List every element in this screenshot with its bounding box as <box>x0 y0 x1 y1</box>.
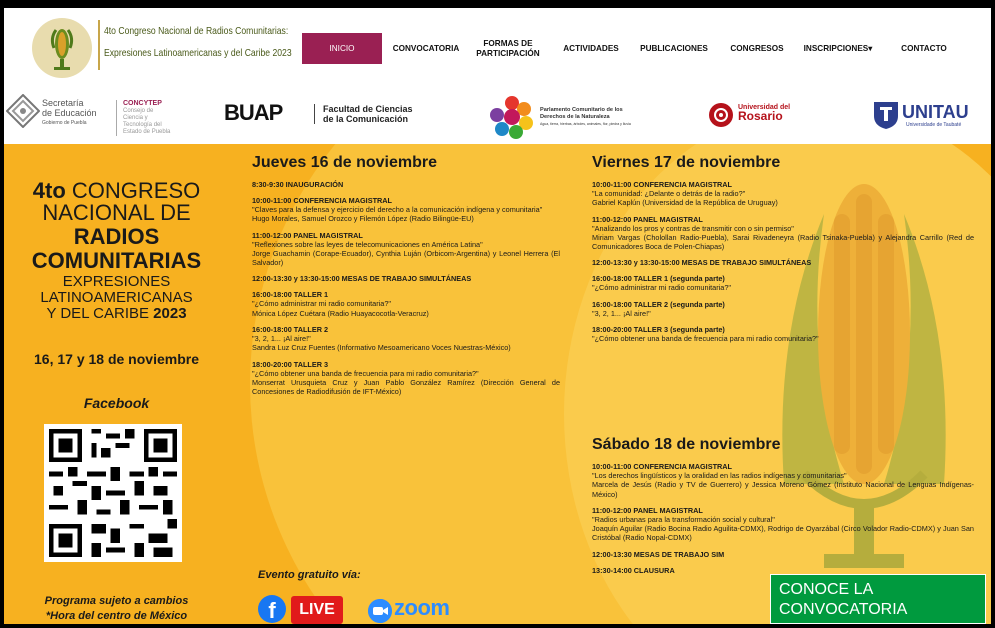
subtitle-line3 <box>4 306 229 322</box>
saturday-program <box>592 436 974 582</box>
nav-formas-participacion[interactable]: FORMAS DE PARTICIPACIÓN <box>476 39 540 58</box>
disclaimer-line1: Programa sujeto a cambios <box>44 595 189 607</box>
nav-actividades[interactable]: ACTIVIDADES <box>563 44 619 53</box>
partner-logos <box>4 90 991 144</box>
zoom-logo[interactable]: zoom <box>394 595 450 620</box>
program-item-detail: "¿Cómo administrar mi radio comunitaria?" <box>592 283 732 293</box>
program-item <box>592 325 974 343</box>
program-item-time: 8:30-9:30 INAUGURACIÓN <box>252 180 344 189</box>
program-item-time: 10:00-11:00 CONFERENCIA MAGISTRAL <box>592 462 733 471</box>
evento-gratuito-label: Evento gratuito vía: <box>258 569 361 581</box>
buap-faculty-line1: Facultad de Ciencias <box>323 104 413 114</box>
title-line1-bold: 4to <box>32 178 66 203</box>
program-item-time: 11:00-12:00 PANEL MAGISTRAL <box>592 214 703 224</box>
program-item-detail: Hugo Morales, Samuel Orozco y Filemón López (Radio Bilingüe-EU) <box>252 214 474 224</box>
program-item-detail: "Analizando los pros y contras de transmitir con o sin permiso" <box>592 223 794 233</box>
program-item <box>592 462 974 499</box>
congress-logo[interactable] <box>32 18 92 78</box>
program-item-detail: Monserrat Urusquieta Cruz y Juan Pablo González Ramírez (Dirección General de Concesiones de Radiodifusión de IFT-México) <box>252 377 560 397</box>
event-dates: 16, 17 y 18 de noviembre <box>34 351 199 367</box>
nav-convocatoria[interactable]: CONVOCATORIA <box>392 44 460 53</box>
sep-line1: Secretaría <box>42 98 84 108</box>
parlamento-text <box>540 107 631 128</box>
program-item <box>252 274 560 283</box>
parlamento-flower-logo-icon <box>488 93 536 141</box>
buap-faculty-line2: de la Comunicación <box>323 114 409 124</box>
program-item-time: 11:00-12:00 PANEL MAGISTRAL <box>252 230 363 240</box>
program-item-time: 12:00-13:30 y 13:30-15:00 MESAS DE TRABAJO SIMULTÁNEAS <box>252 274 472 284</box>
program-item-detail: "¿Cómo obtener una banda de frecuencia para mi radio comunitaria?" <box>592 334 819 344</box>
program-item-detail: "La comunidad: ¿Delante o detrás de la radio?" <box>592 189 746 198</box>
facebook-live-button[interactable]: LIVE <box>291 596 343 624</box>
unitau-name: UNITAU <box>902 102 969 122</box>
web-page <box>4 8 991 624</box>
program-item-detail: "Radios urbanas para la transformación social y cultural" <box>592 514 775 524</box>
program-item-time: 12:00-13:30 MESAS DE TRABAJO SIM <box>592 549 725 559</box>
program-item <box>592 550 974 559</box>
thursday-title: Jueves 16 de noviembre <box>252 154 437 171</box>
logo-title <box>98 20 298 70</box>
program-item-time: 10:00-11:00 CONFERENCIA MAGISTRAL <box>252 196 393 205</box>
program-item <box>252 180 560 189</box>
program-item-time: 10:00-11:00 CONFERENCIA MAGISTRAL <box>592 180 733 189</box>
friday-program <box>592 154 974 350</box>
program-item-detail: "3, 2, 1... ¡Al aire!" <box>592 308 651 318</box>
friday-title: Viernes 17 de noviembre <box>592 154 781 171</box>
program-item-detail: "Claves para la defensa y ejercicio del derecho a la comunicación indígena y comunitaria" <box>252 205 543 214</box>
program-item-time: 16:00-18:00 TALLER 2 <box>252 325 329 335</box>
rosario-line2: Rosario <box>738 109 783 123</box>
program-item-time: 16:00-18:00 TALLER 1 <box>252 290 329 300</box>
subtitle-line3-text: Y DEL CARIBE <box>46 305 154 322</box>
title-line4: COMUNITARIAS <box>31 248 202 273</box>
program-item-detail: "¿Cómo administrar mi radio comunitaria?" <box>252 299 392 309</box>
program-item <box>252 325 560 353</box>
sep-line3: Gobierno de Puebla <box>42 120 87 126</box>
nav-contacto[interactable]: CONTACTO <box>901 44 947 53</box>
subtitle-line2: LATINOAMERICANAS <box>40 289 193 306</box>
concytep-name: CONCYTEP <box>123 100 162 107</box>
disclaimer-line2: *Hora del centro de México <box>45 610 188 622</box>
rosario-line1: Universidad del <box>738 104 791 111</box>
program-item <box>592 180 974 208</box>
unitau-sub: Universidade de Taubaté <box>906 122 962 128</box>
program-item <box>252 231 560 268</box>
zoom-camera-icon[interactable] <box>368 599 392 623</box>
rosario-text <box>738 104 791 123</box>
site-header <box>4 8 991 90</box>
subtitle-year: 2023 <box>153 305 187 322</box>
thursday-program <box>252 154 560 404</box>
buap-faculty <box>314 104 413 124</box>
program-item <box>592 215 974 252</box>
program-item-detail: Joaquín Aguilar (Radio Bocina Radio Aguilita-CDMX), Rodrigo de Oyarzábal (Circo Volador Radio-CDMX) y Juan San Cristóbal (Radio Nopal-CDMX) <box>592 524 974 543</box>
program-item-detail: "Los derechos lingüísticos y la oralidad en las radios indígenas y comunitarias" <box>592 471 847 480</box>
title-line1-rest: CONGRESO <box>65 178 201 203</box>
concytep-desc: Consejo de Ciencia y Tecnología del Estado de Puebla <box>123 108 171 135</box>
program-item <box>252 360 560 397</box>
conoce-convocatoria-button[interactable]: CONOCE LA CONVOCATORIA <box>770 574 986 624</box>
program-item-detail: Mónica López Cuétara (Radio Huayacocotla-Veracruz) <box>252 308 429 318</box>
program-item-time: 16:00-18:00 TALLER 2 (segunda parte) <box>592 299 725 309</box>
program-item <box>592 506 974 543</box>
saturday-title: Sábado 18 de noviembre <box>592 436 781 453</box>
program-item-detail: "Reflexiones sobre las leyes de telecomunicaciones en América Latina" <box>252 239 483 249</box>
sep-text <box>42 98 97 128</box>
concytep-logo <box>116 100 173 136</box>
program-item <box>592 274 974 292</box>
title-line2: NACIONAL DE <box>42 200 191 225</box>
nav-congresos[interactable]: CONGRESOS <box>730 44 784 53</box>
logo-title-line2: Expresiones Latinoamericanas y del Caribe 2023 <box>104 47 292 59</box>
program-item-time: 18:00-20:00 TALLER 3 <box>252 359 329 369</box>
nav-inscripciones-dropdown[interactable]: INSCRIPCIONES▾ <box>803 44 873 53</box>
buap-logo: BUAP <box>224 100 283 125</box>
program-item-time: 12:00-13:30 y 13:30-15:00 MESAS DE TRABAJO SIMULTÁNEAS <box>592 258 812 268</box>
program-item-time: 11:00-12:00 PANEL MAGISTRAL <box>592 505 703 515</box>
poster-title-column <box>4 144 229 624</box>
unitau-shield-icon <box>872 100 900 130</box>
program-item-time: 13:30-14:00 CLAUSURA <box>592 565 675 575</box>
program-item-detail: "3, 2, 1... ¡Al aire!" <box>252 334 311 344</box>
program-item-detail: Jorge Guachamin (Corape-Ecuador), Cynthia Luján (Orbicom-Argentina) y Leonel Herrera (El Salvador) <box>252 248 560 268</box>
sep-puebla-logo-icon <box>6 94 40 128</box>
program-item-detail: Sandra Luz Cruz Fuentes (Informativo Mesoamericano Voces Nuestras-México) <box>252 343 511 353</box>
title-line3: RADIOS <box>73 224 160 249</box>
parlamento-line2: Derechos de la Naturaleza <box>540 114 610 120</box>
program-item <box>592 258 974 267</box>
program-item-time: 16:00-18:00 TALLER 1 (segunda parte) <box>592 274 725 284</box>
program-item-detail: Marcela de Jesús (Radio y TV de Guerrero) y Jessica Moreno Gómez (Instituto Nacional de Lenguas Indígenas-México) <box>592 480 974 499</box>
program-item-detail: "¿Cómo obtener una banda de frecuencia para mi radio comunitaria?" <box>252 368 479 378</box>
logo-title-line1: 4to Congreso Nacional de Radios Comunitarias: <box>104 25 289 37</box>
facebook-icon[interactable]: f <box>258 595 286 623</box>
parlamento-line1: Parlamento Comunitario de los <box>540 107 623 113</box>
subtitle-line1: EXPRESIONES <box>62 273 171 290</box>
program-item <box>252 290 560 318</box>
facebook-qr-code-icon[interactable] <box>44 424 182 562</box>
program-poster <box>4 144 991 624</box>
facebook-label: Facebook <box>83 395 150 411</box>
nav-publicaciones[interactable]: PUBLICACIONES <box>640 44 708 53</box>
program-item <box>592 300 974 318</box>
program-item-detail: Miriam Vargas (Cholollan Radio-Puebla), Sarai Rivadeneyra (Radio Tsinaka-Puebla) y Alejandra Carrillo (Red de Comunicadores Boca de Polen-Chiapas) <box>592 232 974 252</box>
nav-inicio[interactable]: INICIO <box>302 33 382 64</box>
corn-microphone-icon <box>32 18 92 78</box>
parlamento-line3: Agua, tierra, hierbas, árboles, animales, flor, piedra y lluvia <box>540 122 631 126</box>
program-item-detail: Gabriel Kaplún (Universidad de la República de Uruguay) <box>592 198 778 208</box>
sep-line2: de Educación <box>42 108 97 118</box>
program-item-time: 18:00-20:00 TALLER 3 (segunda parte) <box>592 325 725 335</box>
disclaimer <box>4 594 229 624</box>
rosario-emblem-icon <box>708 102 734 128</box>
program-item <box>252 196 560 224</box>
